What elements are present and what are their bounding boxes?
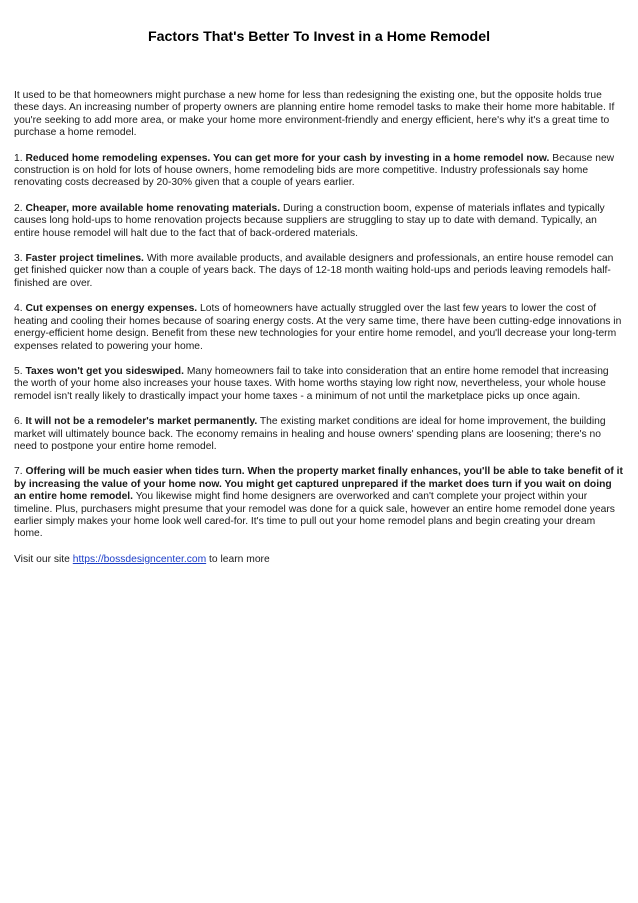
list-item: [14, 153, 624, 190]
item-body: With more available products, and available designers and professionals, an entire house remodel can get finished quicker now than a couple of years back. The days of 12-18 month waiting hold-ups and periods leaving remodels half-finished are over.: [14, 253, 614, 289]
item-number: 2.: [14, 202, 23, 214]
list-item: [14, 366, 624, 403]
list-item: [14, 303, 624, 353]
footer-prefix: Visit our site: [14, 553, 70, 565]
footer-paragraph: [14, 554, 624, 566]
item-number: 3.: [14, 253, 23, 265]
item-body: You likewise might find home designers are overworked and can't complete your project within your timeline. Plus, purchasers might presume that your remodel was done for a quick sale, however an entire home remodel done years earlier simply makes your home look well cared-for. It's time to pull out your home remodel plans and begin creating your dream home.: [14, 491, 615, 540]
item-heading: Taxes won't get you sideswiped.: [25, 365, 184, 377]
list-item: [14, 466, 624, 540]
item-body: Many homeowners fail to take into consideration that an entire home remodel that increasing the worth of your home also increases your house taxes. With home worths staying low right now, nevertheless, your whole house remodel isn't really likely to drastically impact your home taxes - a minimum of not until the marketplace picks up once again.: [14, 365, 609, 402]
item-body: During a construction boom, expense of materials inflates and typically causes long hold-ups to home renovation projects because suppliers are struggling to stay up to date with demand. Typically, an entire house remodel will halt due to the fact that of back-ordered materials.: [14, 202, 605, 239]
item-number: 1.: [14, 152, 23, 164]
item-heading: Reduced home remodeling expenses. You can get more for your cash by investing in a home remodel now.: [25, 152, 550, 164]
list-item: [14, 203, 624, 240]
item-number: 6.: [14, 416, 23, 428]
item-heading: Cheaper, more available home renovating materials.: [25, 202, 281, 214]
site-link[interactable]: https://bossdesigncenter.com: [72, 553, 207, 565]
intro-paragraph: It used to be that homeowners might purchase a new home for less than redesigning the existing one, but the opposite holds true these days. An increasing number of property owners are planning entire home remodel tasks to make their home more habitable. If you're seeking to add more area, or make your home more environment-friendly and energy efficient, here's why it's a great time to purchase a home remodel.: [14, 90, 615, 139]
item-body: Lots of homeowners have actually struggled over the last few years to lower the cost of heating and cooling their homes because of soaring energy costs. At the very same time, there have been cutting-edge innovations in energy-efficient home design. Benefit from these new technologies for your entire home remodel, and you'll decrease your long-term expenses related to powering your home.: [14, 303, 622, 352]
item-body: Because new construction is on hold for lots of house owners, home remodeling bids are more competitive. Industry professionals say home renovating costs decreased by 20-30% given that a couple of years earlier.: [14, 152, 615, 189]
document-page: [14, 28, 624, 579]
list-item: [14, 416, 624, 453]
item-heading: It will not be a remodeler's market permanently.: [25, 416, 258, 428]
item-heading: Faster project timelines.: [25, 253, 144, 265]
item-number: 4.: [14, 303, 23, 315]
document-title: Factors That's Better To Invest in a Home Remodel: [147, 29, 491, 45]
item-heading: Offering will be much easier when tides turn. When the property market finally enhances, you'll be able to take benefit of it by increasing the value of your home now. You might get captured unprepared if the market does turn if you wait on doing an entire home remodel.: [14, 466, 623, 503]
item-number: 5.: [14, 365, 23, 377]
item-number: 7.: [14, 466, 23, 478]
item-heading: Cut expenses on energy expenses.: [25, 303, 198, 315]
footer-suffix: to learn more: [209, 553, 270, 565]
item-body: The existing market conditions are ideal for home improvement, the building market will ultimately bounce back. The economy remains in healing and house owners' spending plans are loosening; there's no need to postpone your entire home remodel.: [14, 416, 606, 452]
list-item: [14, 253, 624, 290]
